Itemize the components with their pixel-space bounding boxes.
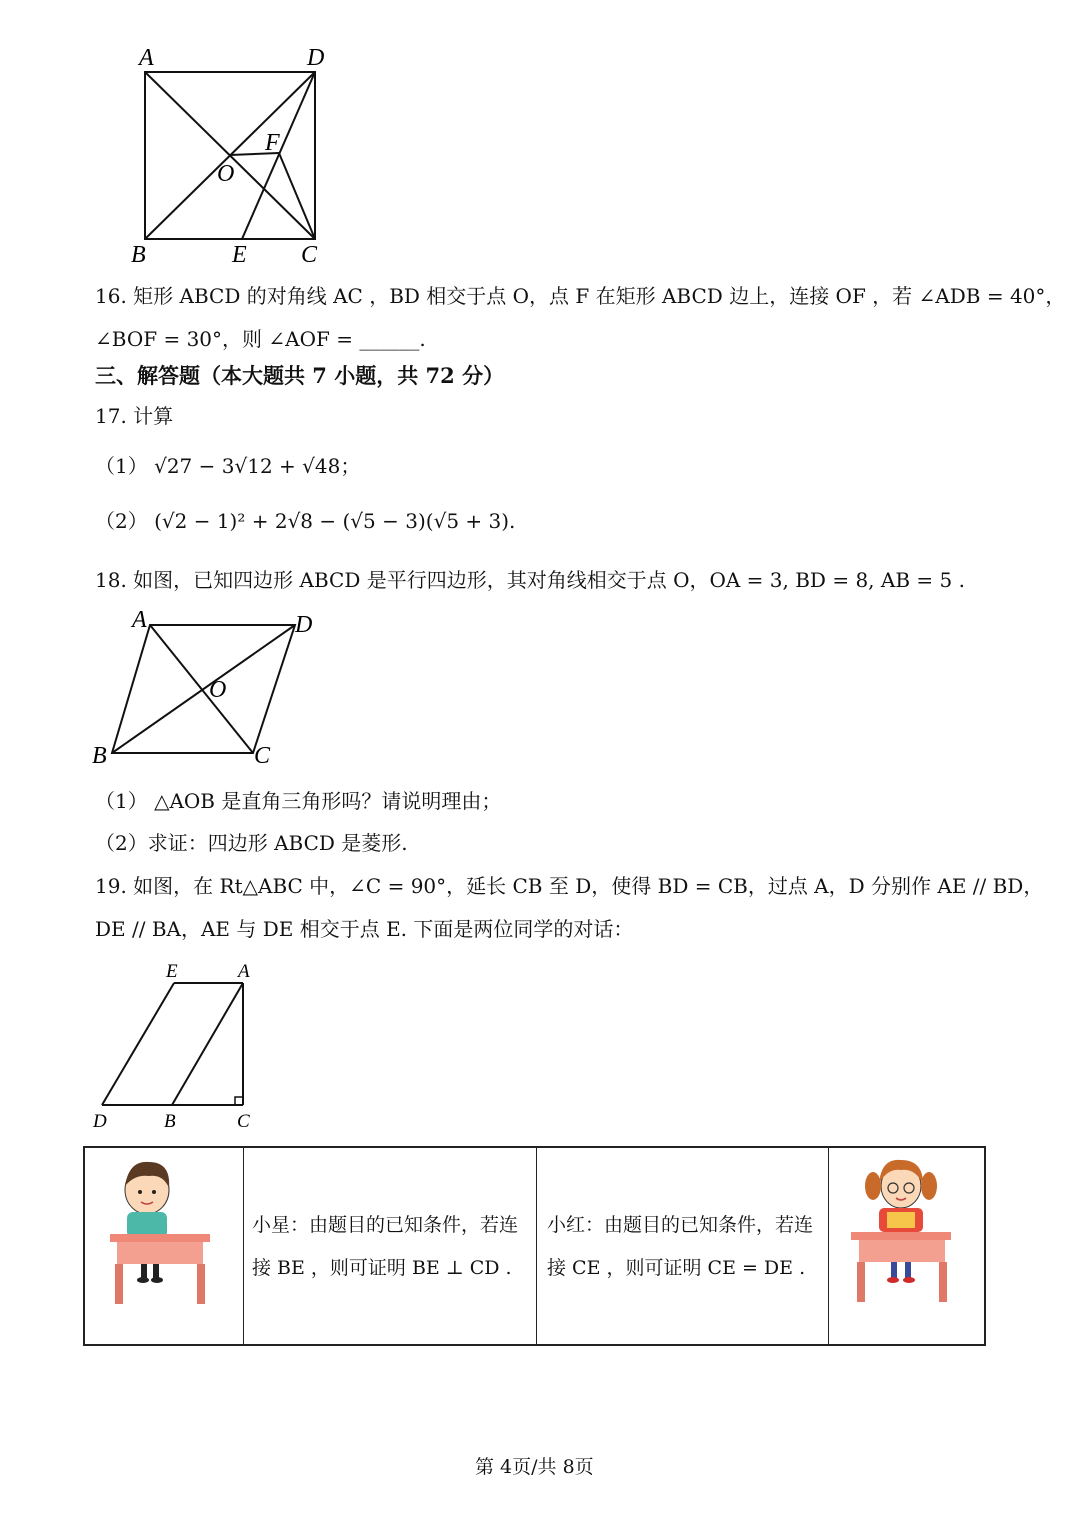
q19-line1: 19. 如图，在 Rt△ABC 中，∠C = 90°，延长 CB 至 D，使得 BD = CB，过点 A，D 分别作 AE // BD， (95, 874, 1044, 898)
xiaohong-line1: 小红：由题目的已知条件，若连 (547, 1214, 814, 1236)
label-D: D (93, 1111, 107, 1132)
label-D: D (295, 612, 313, 638)
q17-title: 17. 计算 (95, 404, 174, 428)
label-D: D (307, 45, 325, 71)
label-F: F (265, 130, 280, 156)
xiaoxing-line2: 接 BE ，则可证明 BE ⊥ CD . (252, 1257, 512, 1279)
label-E: E (166, 961, 178, 982)
q17-part1: （1） √27 − 3√12 + √48； (95, 454, 361, 478)
figure-parallelogram-abcd (90, 605, 330, 775)
xiaohong-cell (536, 1148, 829, 1344)
label-B: B (92, 743, 107, 769)
label-C: C (237, 1111, 250, 1132)
dialog-table (83, 1146, 986, 1346)
label-B: B (131, 242, 146, 268)
label-O: O (217, 161, 235, 187)
q18-part2: （2）求证：四边形 ABCD 是菱形. (95, 831, 408, 855)
figure-rectangle-abcd (95, 35, 355, 275)
figure-q19 (88, 955, 278, 1135)
q16-line1: 16. 矩形 ABCD 的对角线 AC ，BD 相交于点 O，点 F 在矩形 ABCD 边上，连接 OF ，若 ∠ADB = 40°， (95, 284, 1066, 308)
label-C: C (254, 743, 271, 769)
q17-part2: （2） (√2 − 1)² + 2√8 − (√5 − 3)(√5 + 3). (95, 509, 516, 533)
label-B: B (164, 1111, 176, 1132)
girl-illustration (829, 1148, 985, 1344)
section-heading: 三、解答题（本大题共 7 小题，共 72 分） (95, 363, 505, 388)
q16-line2: ∠BOF = 30°，则 ∠AOF = ______. (95, 327, 426, 351)
label-C: C (301, 242, 318, 268)
boy-cell (85, 1148, 243, 1344)
girl-cell (828, 1148, 985, 1344)
xiaoxing-cell (243, 1148, 537, 1344)
xiaoxing-line1: 小星：由题目的已知条件，若连 (252, 1214, 519, 1236)
label-A: A (132, 607, 147, 633)
label-A: A (238, 961, 250, 982)
q19-line2: DE // BA，AE 与 DE 相交于点 E. 下面是两位同学的对话： (95, 917, 634, 941)
page-number: 第 4页/共 8页 (475, 1456, 594, 1478)
boy-illustration (85, 1148, 243, 1344)
q18-part1: （1） △AOB 是直角三角形吗？请说明理由； (95, 789, 502, 813)
label-E: E (232, 242, 247, 268)
label-A: A (139, 45, 154, 71)
q18-stem: 18. 如图，已知四边形 ABCD 是平行四边形，其对角线相交于点 O，OA = 3, BD = 8, AB = 5 . (95, 568, 965, 592)
xiaohong-line2: 接 CE ，则可证明 CE = DE . (547, 1257, 806, 1279)
label-O: O (209, 677, 227, 703)
